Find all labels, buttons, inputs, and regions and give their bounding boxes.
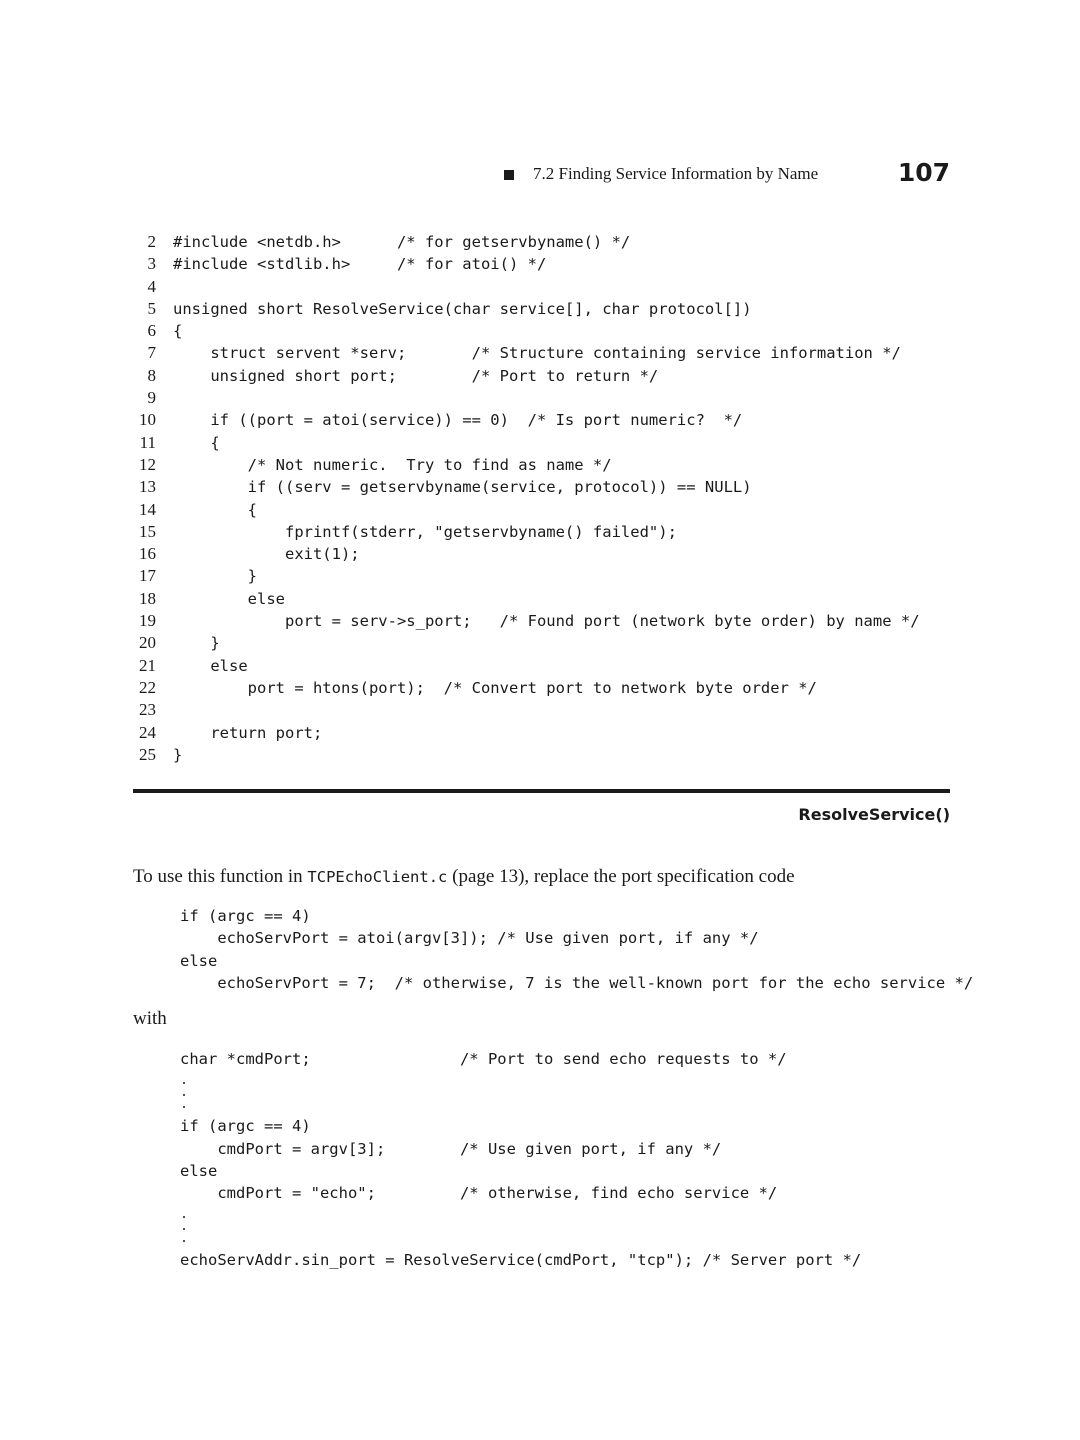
code-line (130, 454, 950, 476)
line-number: 21 (139, 655, 156, 675)
code-line (130, 387, 950, 409)
line-code: return port; (173, 723, 323, 742)
intro-filename: TCPEchoClient.c (307, 868, 448, 886)
line-number: 15 (139, 521, 156, 541)
section-title: 7.2 Finding Service Information by Name (533, 164, 819, 183)
line-number: 22 (139, 677, 156, 697)
line-number: 12 (139, 454, 156, 474)
line-code: { (173, 433, 220, 452)
line-code: #include <stdlib.h> /* for atoi() */ (173, 255, 547, 274)
line-code: if ((serv = getservbyname(service, protocol)) == NULL) (173, 478, 752, 497)
code-line (130, 231, 950, 253)
intro-text-after: (page 13), replace the port specification code (447, 866, 795, 887)
line-number: 23 (139, 700, 156, 720)
original-code-snippet (180, 905, 973, 994)
line-code: port = serv->s_port; /* Found port (network byte order) by name */ (173, 612, 920, 631)
code-line (130, 699, 950, 721)
code-line (130, 276, 950, 298)
line-number: 4 (147, 276, 156, 296)
code-listing (130, 231, 950, 766)
line-number: 14 (139, 499, 156, 519)
line-code: #include <netdb.h> /* for getservbyname() */ (173, 233, 631, 251)
line-code: else (173, 656, 248, 675)
line-code: } (173, 567, 257, 586)
snippet-line: else (180, 1161, 218, 1180)
code-line (130, 632, 950, 654)
snippet-line: if (argc == 4) (180, 1117, 311, 1136)
line-code: else (173, 589, 285, 608)
code-line (130, 655, 950, 677)
snippet-line: else (180, 951, 218, 970)
line-number: 19 (139, 611, 156, 631)
snippet-line: echoServPort = 7; /* otherwise, 7 is the well-known port for the echo service */ (180, 973, 974, 992)
snippet-line: echoServPort = atoi(argv[3]); /* Use given port, if any */ (180, 929, 759, 948)
line-code: unsigned short ResolveService(char service[], char protocol[]) (173, 299, 752, 318)
line-number: 5 (147, 298, 156, 318)
with-label: with (133, 1008, 167, 1029)
line-number: 8 (147, 365, 156, 385)
replacement-code-snippet (180, 1048, 861, 1272)
snippet-line: if (argc == 4) (180, 907, 311, 925)
line-code (156, 699, 173, 721)
page-header (500, 158, 950, 190)
line-code: exit(1); (173, 545, 360, 564)
line-number: 10 (139, 410, 156, 430)
code-line (130, 499, 950, 521)
intro-paragraph (133, 866, 795, 888)
line-code: { (173, 500, 257, 519)
line-number: 3 (147, 254, 156, 274)
code-line (130, 588, 950, 610)
snippet-line: echoServAddr.sin_port = ResolveService(cmdPort, "tcp"); /* Server port */ (180, 1251, 862, 1270)
code-line (130, 342, 950, 364)
line-number: 20 (139, 633, 156, 653)
ellipsis-dots (180, 1070, 861, 1115)
line-number: 18 (139, 588, 156, 608)
line-number: 16 (139, 544, 156, 564)
line-code: unsigned short port; /* Port to return */ (173, 366, 659, 385)
code-line (130, 677, 950, 699)
line-code (156, 387, 173, 409)
code-line (130, 298, 950, 320)
replacement-declarations (180, 1048, 861, 1070)
code-line (130, 610, 950, 632)
line-code: fprintf(stderr, "getservbyname() failed"); (173, 522, 677, 541)
code-line (130, 320, 950, 342)
code-line (130, 409, 950, 431)
line-code: { (173, 322, 183, 341)
code-line (130, 253, 950, 275)
code-line (130, 543, 950, 565)
square-bullet-icon (504, 170, 514, 180)
replacement-resolve-call (180, 1249, 861, 1271)
line-number: 6 (147, 321, 156, 341)
line-number: 2 (147, 232, 156, 251)
line-code: if ((port = atoi(service)) == 0) /* Is port numeric? */ (173, 411, 743, 430)
line-code: /* Not numeric. Try to find as name */ (173, 455, 612, 474)
listing-caption: ResolveService() (798, 805, 950, 824)
line-number: 24 (139, 722, 156, 742)
line-number: 17 (139, 566, 156, 586)
code-line (130, 365, 950, 387)
code-line (130, 476, 950, 498)
listing-divider (133, 789, 950, 793)
code-line (130, 565, 950, 587)
intro-text-before: To use this function in (133, 866, 308, 887)
replacement-port-selection (180, 1115, 861, 1204)
line-code: } (173, 634, 220, 653)
code-line (130, 521, 950, 543)
code-line (130, 432, 950, 454)
line-number: 11 (139, 432, 156, 452)
line-code: struct servent *serv; /* Structure containing service information */ (173, 344, 901, 363)
line-number: 25 (139, 744, 156, 764)
line-number: 7 (147, 343, 156, 363)
line-code: } (173, 745, 183, 764)
code-line (130, 744, 950, 766)
page-number: 107 (897, 158, 950, 187)
code-line (130, 722, 950, 744)
ellipsis-dots (180, 1204, 861, 1249)
line-code (156, 276, 173, 298)
snippet-line: cmdPort = "echo"; /* otherwise, find echo service */ (180, 1184, 778, 1203)
line-number: 9 (147, 388, 156, 408)
snippet-line: cmdPort = argv[3]; /* Use given port, if any */ (180, 1139, 722, 1158)
line-code: port = htons(port); /* Convert port to network byte order */ (173, 678, 817, 697)
line-number: 13 (139, 477, 156, 497)
snippet-line: char *cmdPort; /* Port to send echo requests to */ (180, 1050, 787, 1068)
